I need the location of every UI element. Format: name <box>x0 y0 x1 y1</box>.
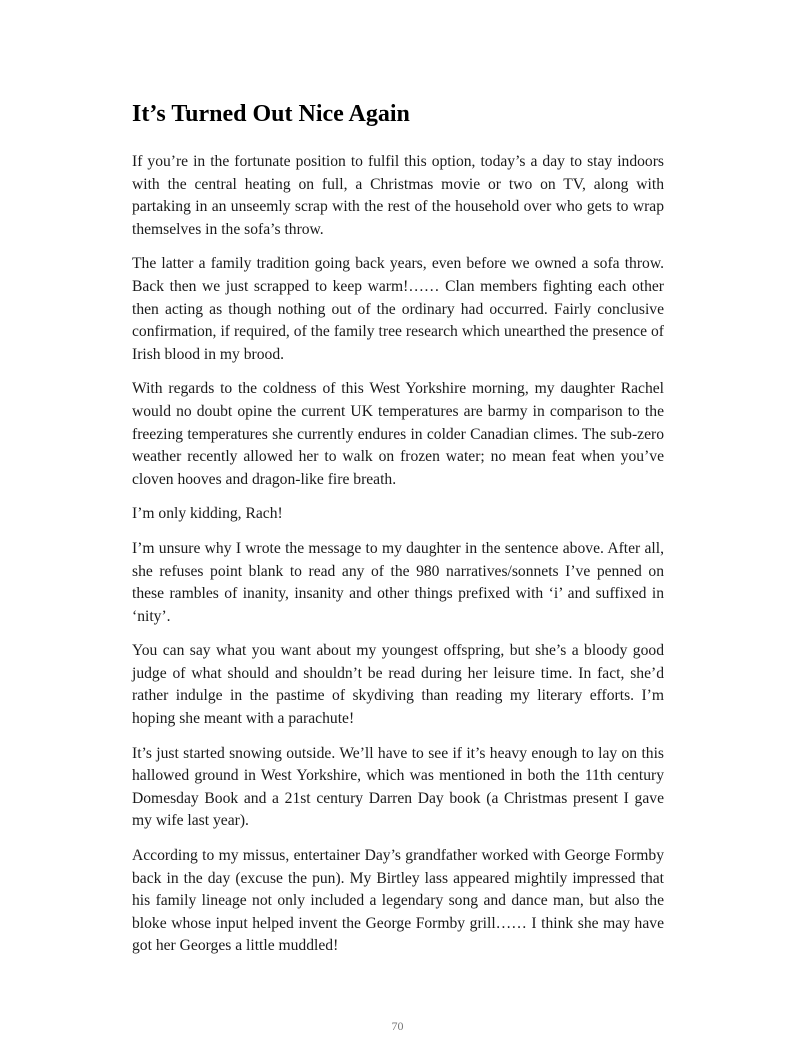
paragraph-1: If you’re in the fortunate position to fulfil this option, today’s a day to stay indoors with the central heating on full, a Christmas movie or two on TV, along with partaking in an unseemly scrap with the rest of the household over who gets to wrap themselves in the sofa’s throw. <box>132 153 664 238</box>
paragraph-3: With regards to the coldness of this West Yorkshire morning, my daughter Rachel would no doubt opine the current UK temperatures are barmy in comparison to the freezing temperatures she currently endures in colder Canadian climes. The sub-zero weather recently allowed her to walk on frozen water; no mean feat when you’ve cloven hooves and dragon-like fire breath. <box>132 380 664 488</box>
paragraph-6: You can say what you want about my youngest offspring, but she’s a bloody good judge of what should and shouldn’t be read during her leisure time. In fact, she’d rather indulge in the pastime of skydiving than reading my literary efforts. I’m hoping she meant with a parachute! <box>132 642 664 728</box>
paragraph-8: According to my missus, entertainer Day’s grandfather worked with George Formby back in the day (excuse the pun). My Birtley lass appeared mightily impressed that his family lineage not only included a legendary song and dance man, but also the bloke whose input helped invent the George Formby grill…… I think she may have got her Georges a little muddled! <box>132 847 664 955</box>
page-number: 70 <box>391 1019 404 1033</box>
paragraph-7: It’s just started snowing outside. We’ll have to see if it’s heavy enough to lay on this hallowed ground in West Yorkshire, which was mentioned in both the 11th century Domesday Book and a 21st century Darren Day book (a Christmas present I gave my wife last year). <box>132 744 664 830</box>
paragraph-5: I’m unsure why I wrote the message to my daughter in the sentence above. After all, she refuses point blank to read any of the 980 narratives/sonnets I’ve penned on these rambles of inanity, insanity and other things prefixed with ‘i’ and suffixed in ‘nity’. <box>132 539 664 625</box>
paragraph-4: I’m only kidding, Rach! <box>132 505 283 523</box>
paragraph-2: The latter a family tradition going back years, even before we owned a sofa throw. Back then we just scrapped to keep warm!…… Clan members fighting each other then acting as though nothing out of the ordinary had occurred. Fairly conclusive confirmation, if required, of the family tree research which unearthed the presence of Irish blood in my brood. <box>132 255 664 363</box>
body-text <box>132 151 664 970</box>
page-title: It’s Turned Out Nice Again <box>132 101 410 127</box>
